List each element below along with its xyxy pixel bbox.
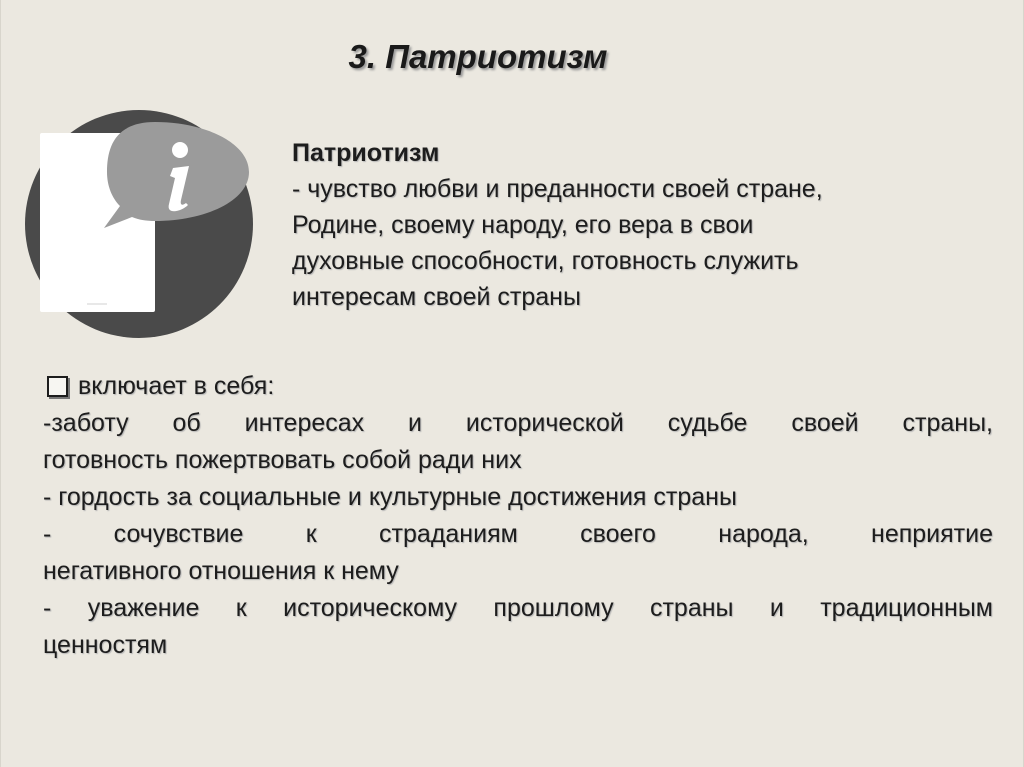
list-item: -заботу об интересах и исторической судьбе своей страны, [43,409,993,437]
includes-heading-row [43,368,993,405]
includes-block [43,368,993,664]
list-item: - уважение к историческому прошлому страны и традиционным [43,594,993,622]
info-illustration [19,104,259,344]
definition-line: духовные способности, готовность служить [292,247,799,275]
list-item: готовность пожертвовать собой ради них [43,446,522,474]
slide-title: 3. Патриотизм [348,38,608,75]
list-item: - гордость за социальные и культурные достижения страны [43,483,737,511]
info-graphic [19,104,259,344]
list-item: - сочувствие к страданиям своего народа, неприятие [43,520,993,548]
list-item: негативного отношения к нему [43,557,399,585]
definition-line: интересам своей страны [292,283,581,311]
list-item: ценностям [43,631,168,659]
checkbox-bullet-icon [47,376,68,397]
definition-line: - чувство любви и преданности своей стране, [292,175,823,203]
definition-block [292,135,992,315]
definition-term: Патриотизм [292,139,440,167]
includes-heading: включает в себя: [78,372,275,400]
definition-line: Родине, своему народу, его вера в свои [292,211,754,239]
